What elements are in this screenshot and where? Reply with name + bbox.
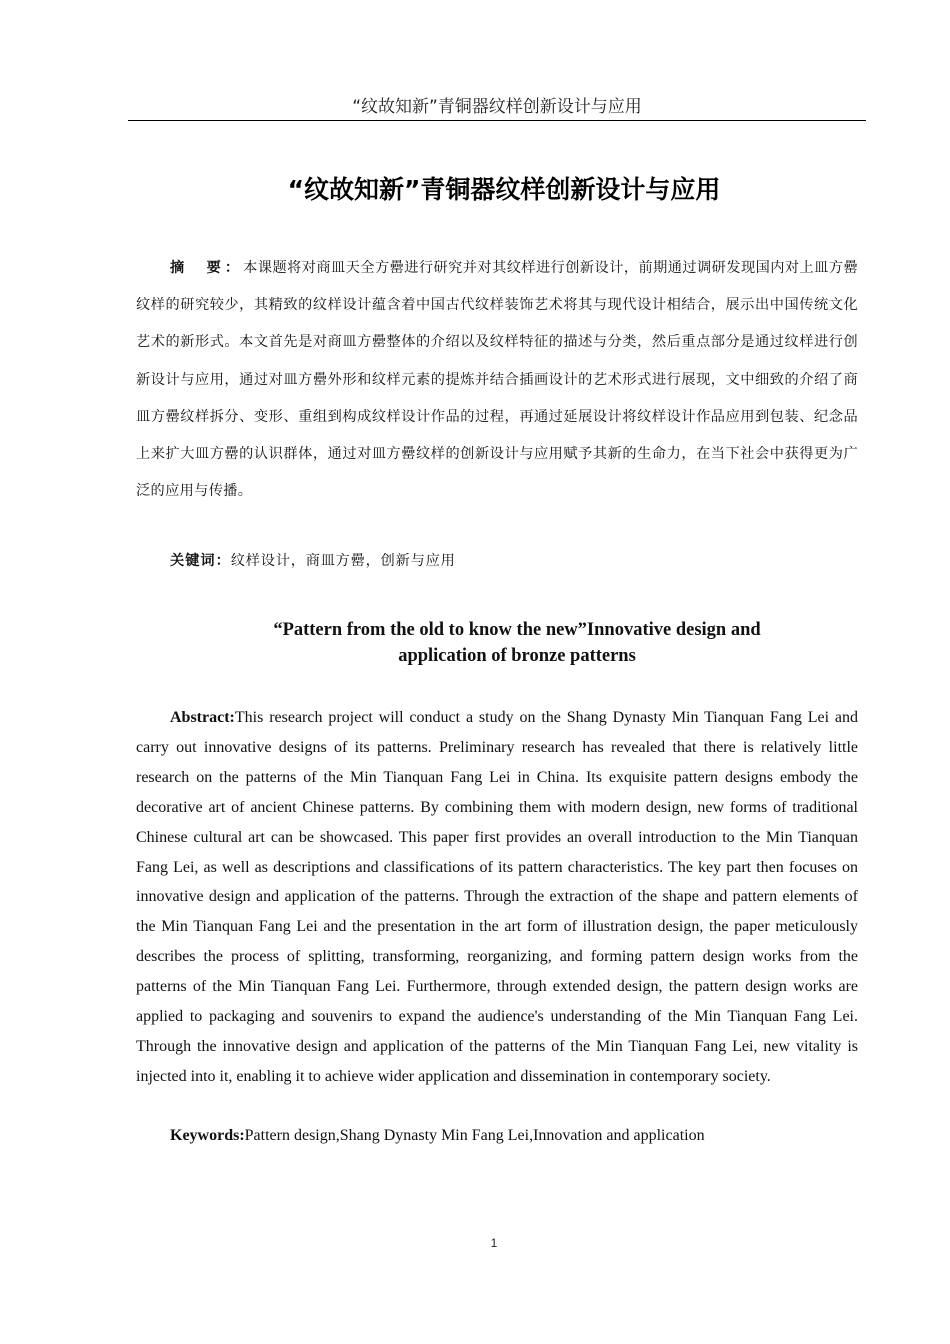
keywords-english	[170, 1127, 705, 1145]
keywords-english-text: Pattern design,Shang Dynasty Min Fang Lei,Innovation and application	[244, 1127, 705, 1144]
paper-title-chinese: “纹故知新”青铜器纹样创新设计与应用	[287, 175, 721, 204]
abstract-chinese-text: 本课题将对商皿天全方罍进行研究并对其纹样进行创新设计，前期通过调研发现国内对上皿方罍纹样的研究较少，其精致的纹样设计蕴含着中国古代纹样装饰艺术将其与现代设计相结合，展示出中国传统文化艺术的新形式。本文首先是对商皿方罍整体的介绍以及纹样特征的描述与分类，然后重点部分是通过纹样进行创新设计与应用，通过对皿方罍外形和纹样元素的提炼并结合插画设计的艺术形式进行展现，文中细致的介绍了商皿方罍纹样拆分、变形、重组到构成纹样设计作品的过程，再通过延展设计将纹样设计作品应用到包装、纪念品上来扩大皿方罍的认识群体，通过对皿方罍纹样的创新设计与应用赋予其新的生命力，在当下社会中获得更为广泛的应用与传播。	[136, 260, 858, 500]
running-header	[128, 92, 866, 121]
abstract-chinese-label: 摘 要：	[170, 260, 244, 276]
paper-title-english	[150, 617, 884, 669]
keywords-english-label: Keywords:	[170, 1127, 245, 1144]
running-header-title: “纹故知新”青铜器纹样创新设计与应用	[352, 97, 642, 117]
abstract-english-text: This research project will conduct a study on the Shang Dynasty Min Tianquan Fang Lei and carry out innovative designs of its patterns. Preliminary research has revealed that there is relatively little research on the patterns of the Min Tianquan Fang Lei in China. Its exquisite pattern designs embody the decorative art of ancient Chinese patterns. By combining them with modern design, new forms of traditional Chinese cultural art can be showcased. This paper first provides an overall introduction to the Min Tianquan Fang Lei, as well as descriptions and classifications of its pattern characteristics. The key part then focuses on innovative design and application of the patterns. Through the extraction of the shape and pattern elements of the Min Tianquan Fang Lei and the presentation in the art form of illustration design, the paper meticulously describes the process of splitting, transforming, reorganizing, and forming pattern design works from the patterns of the Min Tianquan Fang Lei. Furthermore, through extended design, the pattern design works are applied to packaging and souvenirs to expand the audience's understanding of the Min Tianquan Fang Lei. Through the innovative design and application of the patterns of the Min Tianquan Fang Lei, new vitality is injected into it, enabling it to achieve wider application and dissemination in contemporary society.	[136, 709, 858, 1085]
page-number: 1	[490, 1236, 498, 1250]
abstract-english	[136, 703, 858, 1092]
keywords-chinese-text: 纹样设计，商皿方罍，创新与应用	[230, 553, 456, 569]
keywords-chinese-label: 关键词：	[170, 553, 231, 569]
paper-title-english-line1: “Pattern from the old to know the new”Innovative design and	[273, 620, 761, 640]
keywords-chinese	[170, 550, 456, 570]
abstract-chinese	[136, 250, 858, 510]
paper-title-english-line2: application of bronze patterns	[398, 646, 636, 666]
abstract-english-label: Abstract:	[170, 709, 235, 726]
